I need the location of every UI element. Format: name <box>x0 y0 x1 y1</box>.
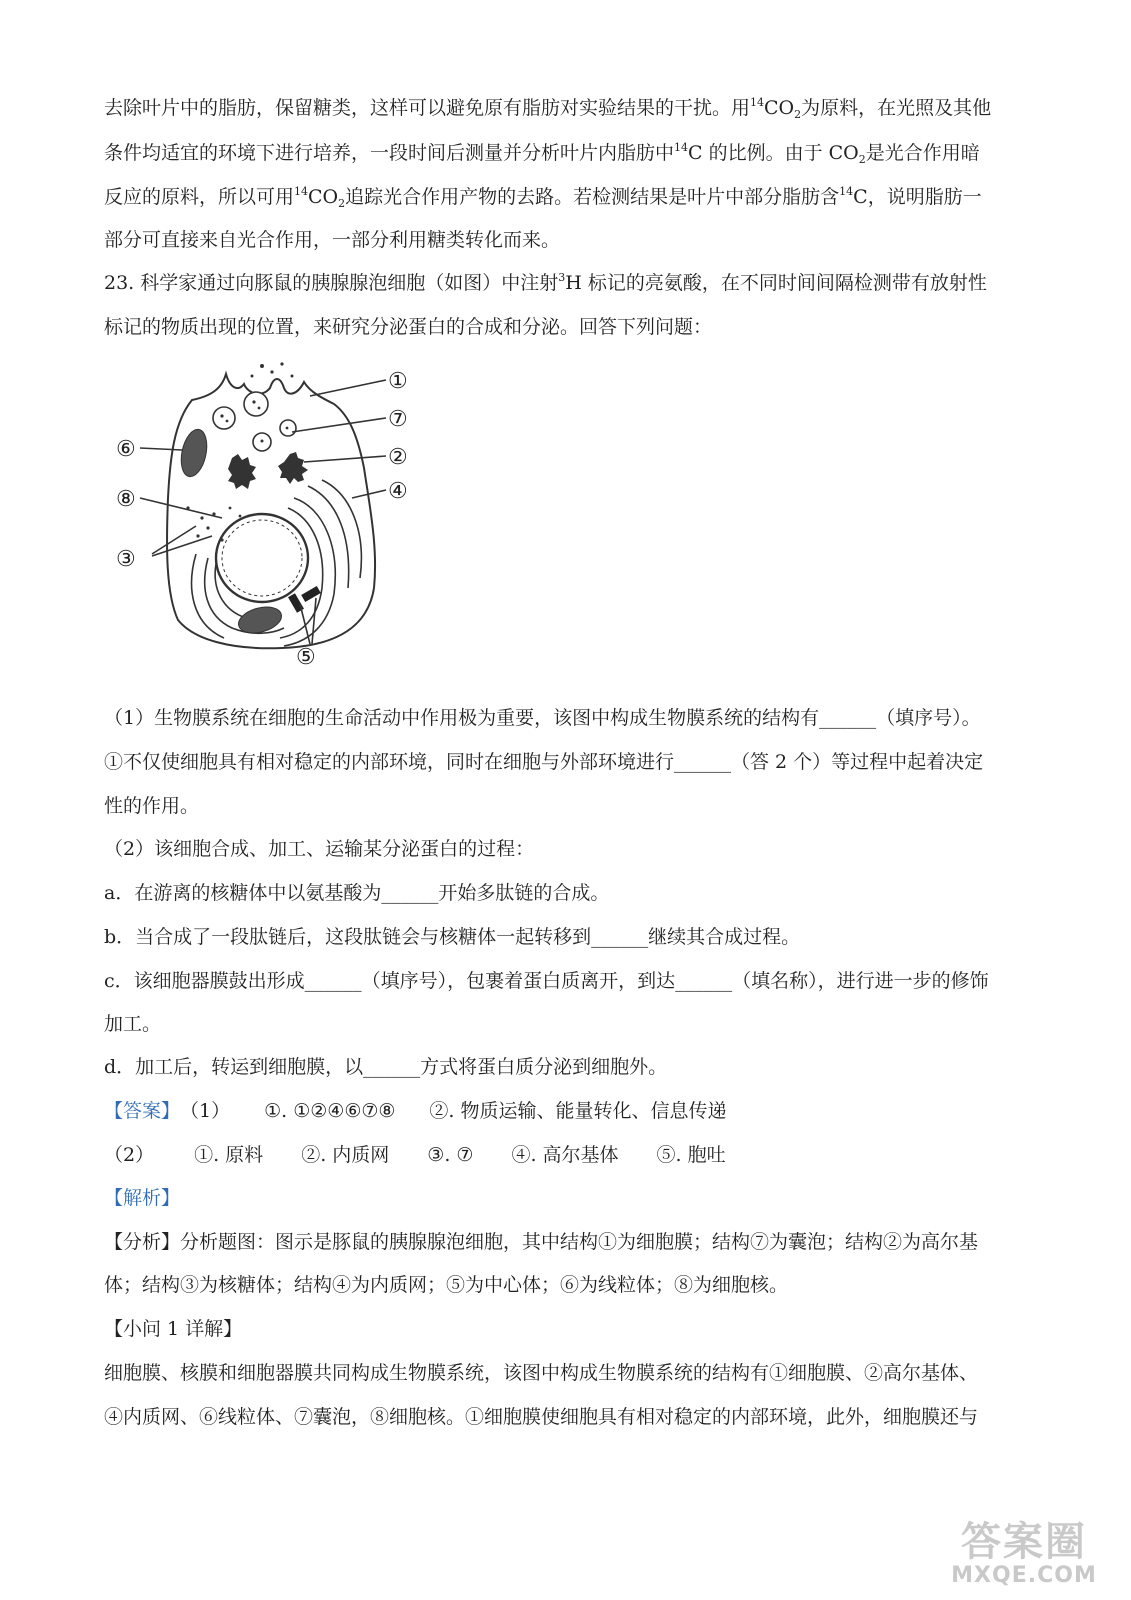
question-line-2: 标记的物质出现的位置，来研究分泌蛋白的合成和分泌。回答下列问题： <box>104 316 713 338</box>
label-6: ⑥ <box>116 437 136 462</box>
label-4: ④ <box>388 479 408 504</box>
q2-c-2: 加工。 <box>104 1013 162 1035</box>
answer-line-2: （2） ①. 原料 ②. 内质网 ③. ⑦ ④. 高尔基体 ⑤. 胞吐 <box>104 1144 726 1166</box>
detail-line-1: 细胞膜、核膜和细胞器膜共同构成生物膜系统，该图中构成生物膜系统的结构有①细胞膜、②高尔基体、 <box>104 1362 979 1384</box>
vesicle <box>213 407 235 429</box>
cell-diagram <box>112 358 432 670</box>
answer-tag: 【答案】 <box>104 1100 181 1122</box>
q2-d: d．加工后，转运到细胞膜，以______方式将蛋白质分泌到细胞外。 <box>104 1056 668 1078</box>
sub-question-tag: 【小问 1 详解】 <box>104 1318 243 1340</box>
intro-line-1: 去除叶片中的脂肪，保留糖类，这样可以避免原有脂肪对实验结果的干扰。用$^{14}CO_2$为原料，在光照及其他 <box>104 96 992 121</box>
golgi-right <box>278 452 308 484</box>
watermark-bottom: MXQE.COM <box>951 1563 1097 1588</box>
intro-line-4: 部分可直接来自光合作用，一部分利用糖类转化而来。 <box>104 229 561 251</box>
mitochondrion-top <box>177 427 210 479</box>
q2-a: a．在游离的核糖体中以氨基酸为______开始多肽链的合成。 <box>104 882 610 904</box>
centriole <box>301 586 321 602</box>
label-1: ① <box>388 369 408 394</box>
answer-line-1: 【答案】（1） ①. ①②④⑥⑦⑧ ②. 物质运输、能量转化、信息传递 <box>104 1100 727 1122</box>
label-3: ③ <box>116 547 136 572</box>
watermark-top: 答案圈 <box>961 1519 1087 1565</box>
q1-line-3: 性的作用。 <box>104 795 200 817</box>
analysis-line-2: 体；结构③为核糖体；结构④为内质网；⑤为中心体；⑥为线粒体；⑧为细胞核。 <box>104 1274 789 1296</box>
q2-c-1: c．该细胞器膜鼓出形成______（填序号），包裹着蛋白质离开，到达______（填名称），进行进一步的修饰 <box>104 970 989 992</box>
intro-line-2: 条件均适宜的环境下进行培养，一段时间后测量并分析叶片内脂肪中$^{14}$C 的比例。由于 $CO_2$是光合作用暗 <box>104 141 980 166</box>
golgi-left <box>228 454 256 489</box>
label-2: ② <box>388 445 408 470</box>
q1-line-1: （1）生物膜系统在细胞的生命活动中作用极为重要，该图中构成生物膜系统的结构有______（填序号）。 <box>104 707 981 729</box>
label-5: ⑤ <box>296 645 316 670</box>
analysis-line-1: 【分析】分析题图：图示是豚鼠的胰腺腺泡细胞，其中结构①为细胞膜；结构⑦为囊泡；结构②为高尔基 <box>104 1231 979 1253</box>
label-8: ⑧ <box>116 487 136 512</box>
q1-line-2: ①不仅使细胞具有相对稳定的内部环境，同时在细胞与外部环境进行______（答 2 个）等过程中起着决定 <box>104 751 984 773</box>
intro-line-3: 反应的原料，所以可用$^{14}CO_2$追踪光合作用产物的去路。若检测结果是叶片中部分脂肪含$^{14}$C，说明脂肪一 <box>104 185 982 210</box>
q2-head: （2）该细胞合成、加工、运输某分泌蛋白的过程： <box>104 838 535 860</box>
q2-b: b．当合成了一段肽链后，这段肽链会与核糖体一起转移到______继续其合成过程。 <box>104 926 801 948</box>
detail-line-2: ④内质网、⑥线粒体、⑦囊泡，⑧细胞核。①细胞膜使细胞具有相对稳定的内部环境，此外，细胞膜还与 <box>104 1406 979 1428</box>
watermark <box>929 1520 1119 1590</box>
nucleus <box>216 514 308 602</box>
label-7: ⑦ <box>388 407 408 432</box>
endoplasmic-reticulum <box>280 508 323 638</box>
question-line-1: 23. 科学家通过向豚鼠的胰腺腺泡细胞（如图）中注射$^3$H 标记的亮氨酸，在不同时间间隔检测带有放射性 <box>104 271 987 294</box>
vesicle <box>244 392 268 416</box>
analysis-tag: 【解析】 <box>104 1187 181 1209</box>
